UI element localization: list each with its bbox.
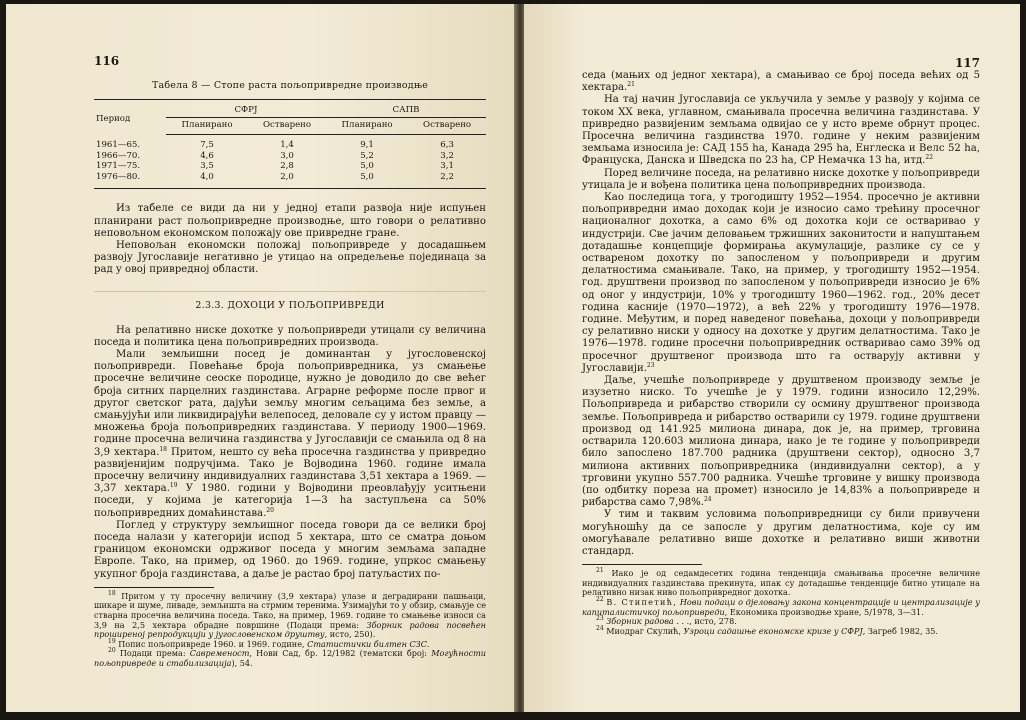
value-cell: 6,3: [440, 140, 454, 150]
footnote-divider: [582, 564, 702, 565]
paragraph: [582, 192, 980, 375]
footnote: [582, 595, 980, 617]
footnote: [582, 569, 980, 598]
footnote-ref: 23: [646, 361, 655, 369]
footnote: [94, 649, 486, 668]
paragraph: Неповољан економски положај пољопривреде у досадашњем развоју Југославије негативно је утицао на опредељење појединаца за рад у овој привредној области.: [94, 239, 486, 276]
period-header: Период: [94, 100, 166, 135]
paragraph: Поглед у структуру земљишног поседа говори да се велики број поседа налази у категорији испод 5 хектара, што се сматра доњом границом економски одрживог поседа у многим земљама западне Европе. Тако, на пример, од 1960. до 1969. године, упркос смањењу укупног броја газдинстава, а даље је растао број патуљастих по-: [94, 519, 486, 580]
period-cell: 1961—65.: [96, 139, 141, 150]
footnote-title: Могућности пољопривреде и стабилизација: [94, 648, 486, 669]
group-header-sfrj: СФРЈ: [166, 100, 326, 118]
value-cell: 2,8: [280, 161, 294, 172]
footnote-number: 19: [108, 637, 116, 645]
subheader-planned: Планирано: [326, 118, 408, 135]
footnote-number: 21: [596, 567, 604, 575]
footnote: [582, 624, 980, 637]
table-row: [94, 151, 486, 162]
footnote-ref: 19: [169, 482, 178, 490]
table-row: [94, 161, 486, 172]
left-page: [6, 4, 516, 712]
footnote-text: .: [426, 638, 430, 649]
footnote-ref: 21: [627, 81, 635, 89]
subheader-achieved: Остварено: [408, 118, 486, 135]
growth-rates-table: [94, 99, 486, 189]
paragraph: [582, 375, 980, 509]
right-page: [524, 4, 1020, 712]
footnote-title: Статистички билтен СЗС: [307, 638, 427, 649]
period-cell: 1966—70.: [96, 150, 141, 161]
value-cell: 5,2: [360, 150, 374, 161]
footnote-text: , исто, 250).: [324, 629, 376, 640]
value-cell: 7,5: [200, 140, 214, 150]
paragraph-text: Као последица тога, у трогодишту 1952—1954. просечно је активни пољопривредни имао доходак који је износио само трећину просечног националног дохотка, а само 6% од дохотка који се остваривао у индустрији. Све јачим деловањем тржишних законитости и напуштањем дотадашње концепције формирања акумулације, разлике су се у оствареном дохотку по запосленом у пољопривреди и другим делатностима смањивале. Тако, на пример, у трогодишту 1952—1954. год. друштвени производ по запосленом у пољопривреди износио је 6% од оног у индустрији, 10% у трогодишту 1960—1962. год., 20% десет година касније (1970—1972), а већ 22% у трогодишту 1976—1978. године. Међутим, и поред наведеног повећања, дохоци у пољопривреди су релативно ниски у односу на дохотке у другим делатностима. Тако је 1976—1978. године просечни пољопривредник остваривао само 39% од просечног друштвеног производа што га остварују активни у Југославији.: [582, 192, 980, 374]
period-cell: 1976—80.: [94, 172, 166, 189]
footnote-ref: 18: [159, 445, 167, 453]
paragraph: [582, 70, 980, 94]
footnote-text: , Загреб 1982, 35.: [862, 625, 939, 636]
value-cell: 2,0: [248, 172, 326, 189]
table-row: [94, 135, 486, 151]
page-number: 117: [954, 56, 980, 70]
footnote-author: В. Стипетић,: [606, 596, 678, 607]
footnote-text: , Нови Сад, бр. 12/1982 (тематски број:: [249, 648, 432, 659]
subheader-achieved: Остварено: [248, 118, 326, 135]
footnote-ref: 22: [925, 154, 934, 162]
footnote-number: 18: [108, 589, 116, 597]
footnote-text: , исто, 278.: [689, 616, 737, 627]
footnote-text: Притом у ту просечну величину (3,9 хектара) улазе и деградирани пашњаци, шикаре и шуме, ливаде, земљишта на стрмим теренима. Узимајући то у обзир, смањује се стварна просечна величина поседа. Тако, на пример, 1969. године то смањење износи са 3,9 на 2,5 хектара обрадне површине (Подаци према:: [94, 590, 486, 630]
group-header-sapv: САПВ: [326, 100, 486, 118]
paragraph: У тим и таквим условима пољопривредници су били привучени могућношћу да се запосле у другим делатностима, које су им омогућавале релативно више дохотке и релативно виши животни стандард.: [582, 509, 980, 557]
footnote-number: 20: [108, 647, 116, 655]
footnote-author: Миодраг Скулић,: [606, 625, 681, 636]
subheader-planned: Планирано: [166, 118, 248, 135]
footnote-ref: 24: [703, 496, 712, 504]
value-cell: 2,2: [408, 172, 486, 189]
footnote: [94, 589, 486, 640]
paragraph-text: Даље, учешће пољопривреде у друштвеном производу земље је изузетно ниско. То учешће је у 1979. години износило 12,29%. Пољопривреда и рибарство створили су осмину друштвеног производа земље. Пољопривреда и рибарство остварили су 1979. године друштвени производ од 141.925 милиона динара, док је, на пример, трговина остварила 120.603 милиона динара, иако је те године у пољопривреди било запослено 187.700 радника (друштвени сектор), односно 3,7 милиона активних пољопривредника (индивидуални сектор), а у трговини укупно 557.700 радника. Учешће трговине у вишку производа (по одбитку пореза на промет) износило је 14,83% а пољопривреде и рибарства само 7,98%.: [582, 375, 980, 509]
value-cell: 3,0: [280, 150, 294, 161]
footnote-text: ), 54.: [231, 658, 253, 669]
footnote-title: Нови подаци о дјеловању закона концентрације и централизације у капиталистичкој пољопривреди: [582, 596, 980, 617]
table-row: [94, 172, 486, 189]
footnote-number: 23: [596, 615, 604, 623]
paragraph: [94, 349, 486, 520]
table-header-row: [94, 100, 486, 118]
paragraph-text: У 1980. години у Војводини преовлађују уситњени поседи, у којима је категорија 1—3 ha заступљена са 50% пољопривредних домаћинстава.: [94, 483, 486, 519]
paragraph: Поред величине поседа, на релативно ниске дохотке у пољопривреди утицала је и вођена политика цена пољопривредних производа.: [582, 167, 981, 191]
paragraph: [582, 94, 980, 167]
value-cell: 3,1: [440, 161, 454, 172]
table-caption: Табела 8 — Стопе раста пољопривредне производње: [151, 80, 429, 91]
paragraph: На релативно ниске дохотке у пољопривреди утицали су величина поседа и политика цена пољопривредних производа.: [94, 324, 486, 348]
footnote-text: Подаци према:: [119, 648, 190, 659]
value-cell: 1,4: [280, 140, 294, 150]
paragraph-text: Притом, нешто су већа просечна газдинства у привредно развијенијим подручјима. Тако је Војводина 1960. године имала просечну величину индивидуалних газдинстава 3,51 хектара а 1969. — 3,37 хектара.: [94, 446, 486, 495]
value-cell: 4,0: [166, 172, 248, 189]
page-number: 116: [94, 54, 120, 68]
footnote-text: , Економика производње хране, 5/1978, 3—31.: [724, 606, 924, 617]
footnote-title: Савременост: [189, 648, 250, 659]
value-cell: 5,0: [326, 172, 408, 189]
period-cell: 1971—75.: [96, 161, 141, 172]
value-cell: 4,6: [200, 150, 214, 161]
footnote-text: Попис пољопривреде 1960. и 1969. године,: [118, 638, 308, 649]
paragraph-text: Мали земљишни посед је доминантан у југословенској пољопривреди. Повећање броја пољопривредника, уз смањење просечне величине сеоске породице, нужно је доводило до све већег броја ситних парцелних газдинстава. Аграрне реформе после првог и другог светског рата, дајући земљу многим сељацима без земље, а смањујући или ликвидирајући велепосед, деловале су у истом правцу — множења броја пољопривредних газдинстава. У периоду 1900—1969. године просечна величина газдинства у Југославији се смањила од 8 на 3,9 хектара.: [94, 349, 486, 458]
footnote-ref: 20: [266, 506, 274, 514]
footnote-text: Иако је од седамдесетих година тенденција смањивања просечне величине индивидуалних газдинстава прекинута, ипак су дотадашње тенденције битно утицале на релативно низак ниво пољопривредног дохотка.: [582, 568, 980, 598]
paragraph: Из табеле се види да ни у једној етапи развоја није испуњен планирани раст пољопривредне производње, што говори о релативно неповољном економском положају ове привредне гране.: [94, 203, 486, 239]
section-heading: 2.3.3. ДОХОЦИ У ПОЉОПРИВРЕДИ: [94, 291, 486, 311]
value-cell: 3,5: [200, 161, 214, 172]
footnote-number: 24: [596, 624, 604, 632]
footnote-divider: [94, 587, 214, 588]
value-cell: 9,1: [360, 140, 374, 150]
value-cell: 3,2: [440, 150, 454, 161]
footnote-title: Зборник радова . . .: [606, 616, 690, 627]
value-cell: 5,0: [360, 161, 374, 172]
footnote-number: 22: [596, 595, 604, 603]
footnote-title: Узроци садашње економске кризе у СФРЈ: [683, 625, 863, 636]
paragraph-text: седа (мањих од једног хектара), а смањивао се број поседа већих од 5 хектара.: [582, 70, 980, 94]
paragraph-text: На тај начин Југославија се укључила у земље у развоју у којима се током XX века, углавном, смањивала просечна величина газдинстава. У привредно развијеним земљама одвијао се у исто време обрнут процес. Просечна величина газдинства 1970. године у неким развијеним земљама износила је: САД 155 ha, Канада 295 ha, Енглеска и Велс 52 ha, Француска, Данска и Шведска по 23 ha, СР Немачка 13 ha, итд.: [582, 94, 980, 167]
footnote-title: Зборник радова посвећен проширеној репродукцији у југословенском друштву: [94, 619, 486, 640]
